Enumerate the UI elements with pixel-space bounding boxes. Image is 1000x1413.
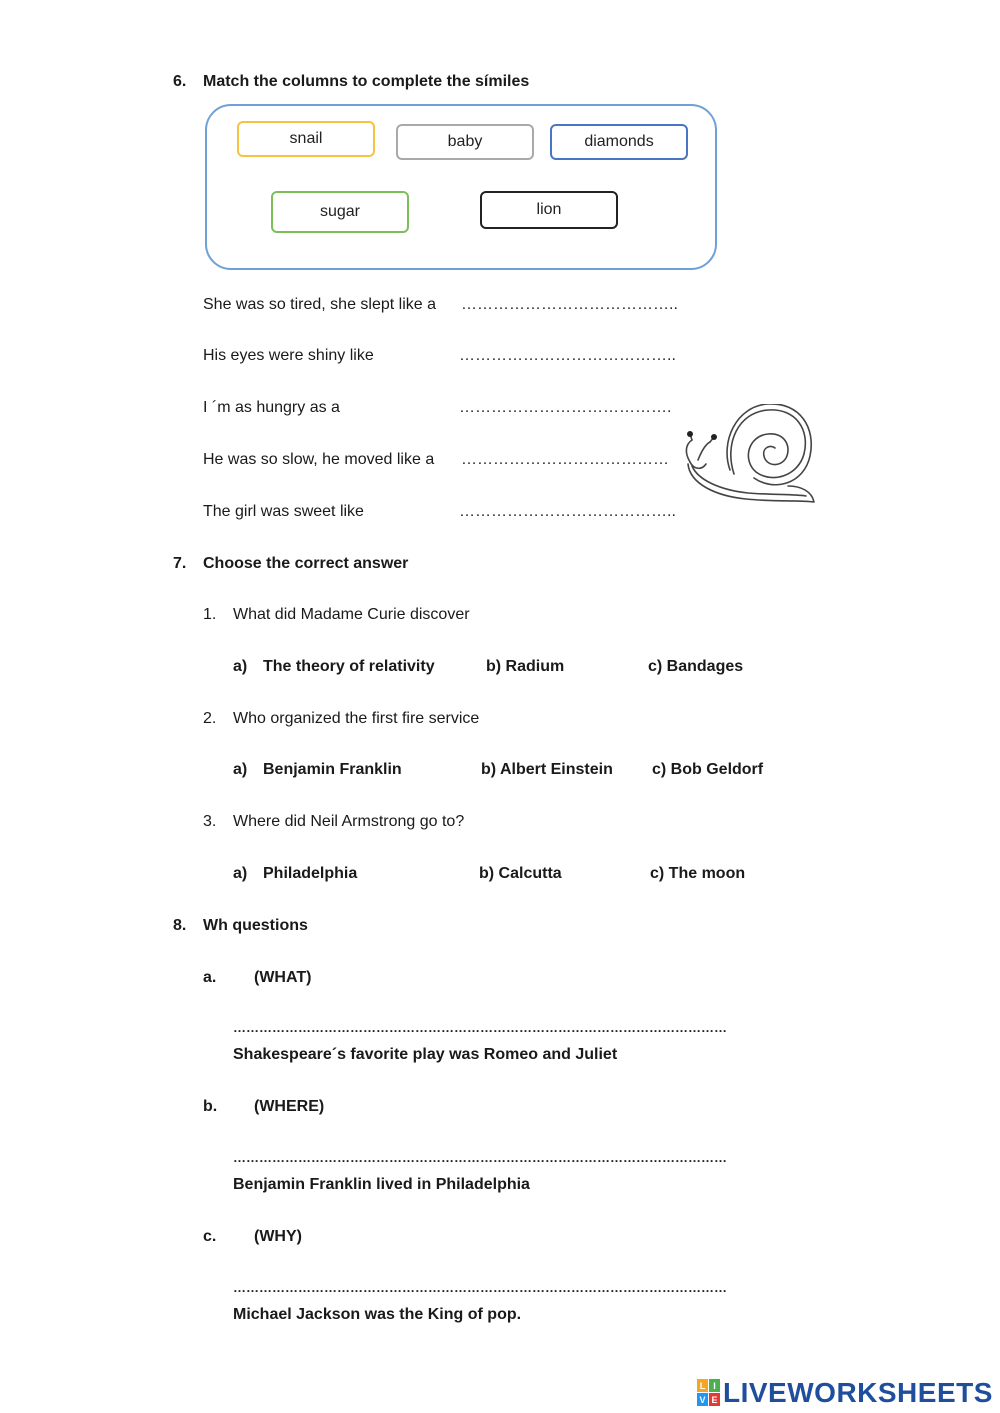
word-chip-lion[interactable]: lion (480, 191, 618, 229)
wh-item-a-answer: Shakespeare´s favorite play was Romeo and Juliet (233, 1046, 618, 1063)
question-3-text: Where did Neil Armstrong go to? (233, 813, 465, 830)
liveworksheets-logo (697, 1378, 993, 1408)
question-2-option-a[interactable]: Benjamin Franklin (263, 761, 402, 778)
simile-sentence-2: His eyes were shiny like (203, 347, 374, 364)
simile-blank-4[interactable]: ………………………………… (461, 451, 669, 468)
wh-item-b-word: (WHERE) (254, 1098, 325, 1115)
liveworksheets-wordmark: LIVEWORKSHEETS (723, 1377, 993, 1408)
question-1-option-c[interactable]: c) Bandages (648, 658, 744, 675)
simile-blank-2[interactable]: ………………………………….. (459, 347, 676, 364)
word-bank (205, 104, 717, 270)
question-3-option-b[interactable]: b) Calcutta (479, 865, 562, 882)
simile-sentence-5: The girl was sweet like (203, 503, 364, 520)
wh-item-c-letter: c. (203, 1228, 217, 1245)
svg-text:E: E (711, 1395, 718, 1405)
simile-sentence-4: He was so slow, he moved like a (203, 451, 435, 468)
question-1-option-a-label: a) (233, 658, 248, 675)
simile-blank-1[interactable]: ………………………………….. (461, 296, 678, 313)
wh-item-c-answer: Michael Jackson was the King of pop. (233, 1306, 522, 1323)
wh-item-b-letter: b. (203, 1098, 218, 1115)
liveworksheets-badge-icon (697, 1379, 721, 1407)
section-6-number: 6. (173, 73, 187, 90)
word-chip-snail[interactable]: snail (237, 121, 375, 157)
question-1-option-a[interactable]: The theory of relativity (263, 658, 435, 675)
simile-blank-5[interactable]: ………………………………….. (459, 503, 676, 520)
question-2-number: 2. (203, 710, 217, 727)
svg-text:I: I (713, 1381, 716, 1391)
question-1-option-b[interactable]: b) Radium (486, 658, 565, 675)
word-chip-baby[interactable]: baby (396, 124, 534, 160)
snail-illustration (676, 404, 818, 514)
section-7-number: 7. (173, 555, 187, 572)
word-chip-sugar[interactable]: sugar (271, 191, 409, 233)
svg-text:L: L (699, 1381, 706, 1391)
wh-item-a-blank[interactable]: …………………………………………………………………………………………………… (233, 1020, 727, 1035)
simile-sentence-3: I ´m as hungry as a (203, 399, 340, 416)
word-chip-diamonds[interactable]: diamonds (550, 124, 688, 160)
wh-item-b-blank[interactable]: …………………………………………………………………………………………………… (233, 1150, 727, 1165)
question-3-option-a-label: a) (233, 865, 248, 882)
question-2-text: Who organized the first fire service (233, 710, 480, 727)
question-1-number: 1. (203, 606, 217, 623)
wh-item-c-word: (WHY) (254, 1228, 302, 1245)
question-2-option-c[interactable]: c) Bob Geldorf (652, 761, 764, 778)
section-8-number: 8. (173, 917, 187, 934)
question-3-option-a[interactable]: Philadelphia (263, 865, 358, 882)
question-2-option-a-label: a) (233, 761, 248, 778)
question-3-option-c[interactable]: c) The moon (650, 865, 746, 882)
question-1-text: What did Madame Curie discover (233, 606, 470, 623)
wh-item-b-answer: Benjamin Franklin lived in Philadelphia (233, 1176, 530, 1193)
wh-item-a-word: (WHAT) (254, 969, 312, 986)
question-3-number: 3. (203, 813, 217, 830)
wh-item-c-blank[interactable]: …………………………………………………………………………………………………… (233, 1280, 727, 1295)
section-7-title: Choose the correct answer (203, 555, 409, 572)
section-8-title: Wh questions (203, 917, 308, 934)
simile-sentence-1: She was so tired, she slept like a (203, 296, 437, 313)
simile-blank-3[interactable]: …………………………………. (459, 399, 672, 416)
svg-text:V: V (699, 1395, 706, 1405)
question-2-option-b[interactable]: b) Albert Einstein (481, 761, 613, 778)
section-6-title: Match the columns to complete the símiles (203, 73, 530, 90)
wh-item-a-letter: a. (203, 969, 217, 986)
